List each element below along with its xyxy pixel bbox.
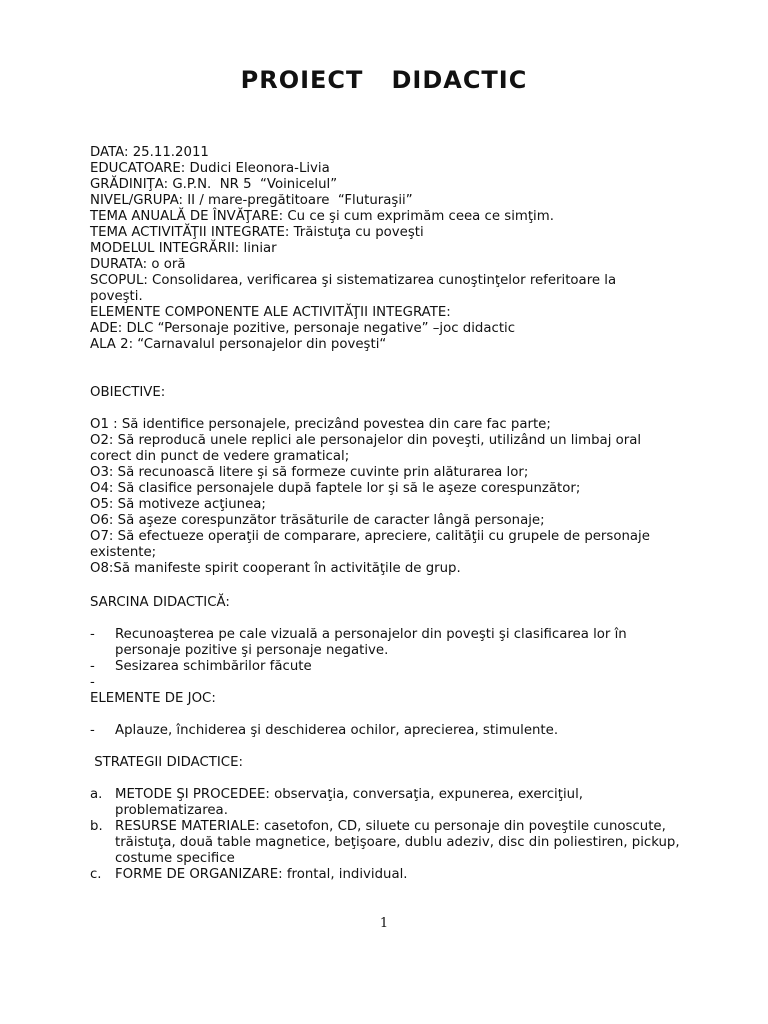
strategii-list (90, 787, 690, 883)
list-item-text (115, 675, 690, 691)
joc-heading: ELEMENTE DE JOC: (90, 691, 216, 706)
objective-line: O2: Să reproducă unele replici ale personajelor din poveşti, utilizând un limbaj oral (90, 433, 642, 448)
list-item (90, 675, 690, 691)
info-line-components: ELEMENTE COMPONENTE ALE ACTIVITĂŢII INTEGRATE: (90, 305, 451, 320)
header-info (90, 145, 690, 353)
objective-line: O6: Să aşeze corespunzător trăsăturile de caracter lângă personaje; (90, 513, 545, 528)
list-item (90, 787, 690, 819)
info-line-annual-theme: TEMA ANUALĂ DE ÎNVĂŢARE: Cu ce şi cum exprimăm ceea ce simţim. (90, 209, 554, 224)
objective-line: O5: Să motiveze acţiunea; (90, 497, 266, 512)
info-line-ala: ALA 2: “Carnavalul personajelor din poveşti“ (90, 337, 387, 352)
strategii-heading: STRATEGII DIDACTICE: (90, 755, 243, 770)
list-item-text: METODE ŞI PROCEDEE: observaţia, conversaţia, expunerea, exerciţiul, problematizarea. (115, 787, 584, 818)
info-line-ade: ADE: DLC “Personaje pozitive, personaje negative” –joc didactic (90, 321, 516, 336)
list-marker: c. (90, 867, 102, 882)
objective-line: O4: Să clasifice personajele după faptele lor şi să le aşeze corespunzător; (90, 481, 581, 496)
list-item (90, 659, 690, 675)
bullet-dash: - (90, 723, 95, 738)
list-item-text: Recunoaşterea pe cale vizuală a personajelor din poveşti şi clasificarea lor în personaje pozitive şi personaje negative. (115, 627, 627, 658)
info-line-duration: DURATA: o oră (90, 257, 186, 272)
info-line-model: MODELUL INTEGRĂRII: liniar (90, 241, 277, 256)
list-marker: a. (90, 787, 103, 802)
objective-line: O3: Să recunoască litere şi să formeze cuvinte prin alăturarea lor; (90, 465, 529, 480)
sarcina-heading: SARCINA DIDACTICĂ: (90, 595, 230, 610)
joc-list (90, 723, 690, 739)
objectives-heading: OBIECTIVE: (90, 385, 166, 400)
list-item-text: FORME DE ORGANIZARE: frontal, individual. (115, 867, 408, 882)
info-line-scope: SCOPUL: Consolidarea, verificarea şi sistematizarea cunoştinţelor referitoare la (90, 273, 617, 288)
list-item (90, 819, 690, 867)
info-line-educator: EDUCATOARE: Dudici Eleonora-Livia (90, 161, 330, 176)
info-line-activity-theme: TEMA ACTIVITĂŢII INTEGRATE: Trăistuţa cu poveşti (90, 225, 424, 240)
objective-line: O7: Să efectueze operaţii de comparare, apreciere, calităţii cu grupele de personaje (90, 529, 650, 544)
objective-line: corect din punct de vedere gramatical; (90, 449, 350, 464)
info-line-date: DATA: 25.11.2011 (90, 145, 209, 160)
document-title: PROIECT DIDACTIC (240, 66, 528, 94)
objective-line: existente; (90, 545, 157, 560)
list-item-text: RESURSE MATERIALE: casetofon, CD, siluete cu personaje din poveştile cunoscute, trăistuţa, două table magnetice, beţişoare, dublu adeziv, disc din poliestiren, pickup, costume specifice (115, 819, 680, 866)
list-marker: b. (90, 819, 103, 834)
list-item-text: Aplauze, închiderea şi deschiderea ochilor, aprecierea, stimulente. (115, 723, 559, 738)
objective-line: O1 : Să identifice personajele, precizând povestea din care fac parte; (90, 417, 551, 432)
info-line-scope-cont: poveşti. (90, 289, 143, 304)
info-line-group: NIVEL/GRUPA: II / mare-pregătitoare “Fluturaşii” (90, 193, 413, 208)
bullet-dash: - (90, 675, 95, 690)
objectives-list (90, 417, 690, 577)
bullet-dash: - (90, 627, 95, 642)
bullet-dash: - (90, 659, 95, 674)
list-item (90, 723, 690, 739)
list-item (90, 867, 690, 883)
info-line-kindergarten: GRĂDINIŢA: G.P.N. NR 5 “Voinicelul” (90, 177, 338, 192)
list-item-text: Sesizarea schimbărilor făcute (115, 659, 312, 674)
objective-line: O8:Să manifeste spirit cooperant în activităţile de grup. (90, 561, 461, 576)
page-number: 1 (379, 916, 389, 931)
list-item (90, 627, 690, 659)
sarcina-list (90, 627, 690, 691)
